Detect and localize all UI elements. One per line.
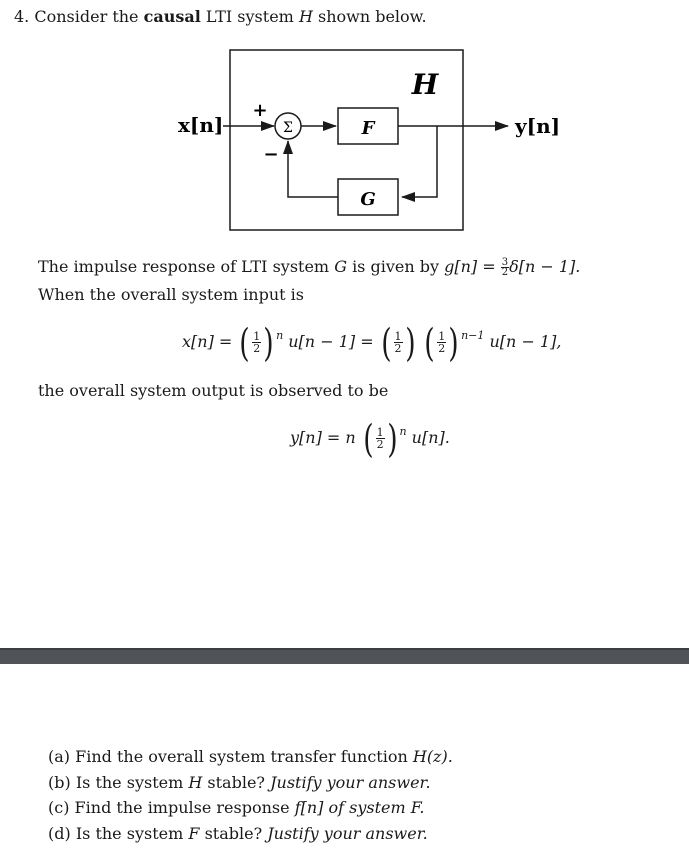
intro-pre: Consider the — [34, 7, 139, 26]
input-eq-term-1: u[n − 1] = — [288, 332, 374, 351]
question-c-text: Find the impulse response — [74, 798, 290, 817]
question-d-label: (d) — [48, 824, 71, 843]
output-eq-term: u[n]. — [411, 428, 450, 447]
output-text — [38, 381, 388, 401]
question-a-tail: H(z). — [412, 747, 453, 766]
system-h-label: H — [411, 68, 439, 101]
question-b-text2: stable? — [207, 773, 265, 792]
output-text-content: the overall system output is observed to be — [38, 381, 389, 400]
block-diagram — [170, 44, 570, 234]
input-eq-exp-1: n — [276, 329, 284, 342]
problem-header — [14, 7, 427, 27]
input-eq-frac-1: $\frac{1}{2}$ — [253, 330, 261, 355]
impulse-frac-num: 3 — [501, 257, 509, 268]
intro-bold: causal — [143, 7, 201, 26]
input-eq-exp-2: n−1 — [461, 329, 485, 342]
impulse-frac-den: 2 — [501, 267, 509, 278]
question-a-label: (a) — [48, 747, 71, 766]
output-eq-exp: n — [399, 425, 407, 438]
question-d-text: Is the system — [75, 824, 184, 843]
input-eq-lhs: x[n] = — [182, 332, 233, 351]
summer-symbol: Σ — [283, 120, 293, 136]
question-b-text: Is the system — [75, 773, 184, 792]
impulse-line-2 — [38, 285, 304, 305]
output-equation: y[n] = n ( $\frac{1}{2}$ ) $^n$ u[n]. — [290, 416, 450, 461]
input-eq-frac-3: $\frac{1}{2}$ — [438, 330, 446, 355]
question-b-var: H — [188, 773, 203, 792]
input-equation: x[n] = ( $\frac{1}{2}$ ) $^n$ u[n − 1] = ( $\frac{1}{2}$ ) ( $\frac{1}{2}$ ) $^{n-1}$ u[n − 1], — [182, 320, 562, 365]
question-a — [48, 747, 453, 767]
impulse-line-1 — [38, 257, 580, 277]
impulse-mid: is given by — [352, 257, 440, 276]
output-eq-lhs: y[n] = n — [290, 428, 356, 447]
question-c-label: (c) — [48, 798, 70, 817]
problem-number: 4. — [14, 7, 30, 26]
question-d-var: F — [188, 824, 200, 843]
question-c — [48, 798, 424, 818]
impulse-expr-lhs: g[n] = — [444, 257, 496, 276]
question-d-italic: Justify your answer. — [267, 824, 428, 843]
question-b-label: (b) — [48, 773, 71, 792]
input-label: x[n] — [178, 113, 224, 137]
g-block-label: G — [360, 189, 376, 210]
intro-mid: LTI system — [205, 7, 294, 26]
impulse-fraction — [501, 258, 509, 277]
output-eq-frac: $\frac{1}{2}$ — [376, 426, 384, 451]
question-b-italic: Justify your answer. — [270, 773, 431, 792]
feedback-path-right — [402, 126, 437, 197]
f-block-label: F — [361, 118, 375, 139]
impulse-system-var: G — [334, 257, 347, 276]
question-c-tail: f[n] of system F. — [294, 798, 425, 817]
intro-post: shown below. — [317, 7, 427, 26]
question-d-text2: stable? — [204, 824, 263, 843]
impulse-line2-text: When the overall system input is — [38, 285, 304, 304]
question-d — [48, 824, 428, 844]
impulse-pre: The impulse response of LTI system — [38, 257, 330, 276]
feedback-path-left — [288, 141, 338, 197]
impulse-expr-rhs: δ[n − 1]. — [509, 257, 581, 276]
input-eq-term-2: u[n − 1], — [489, 332, 562, 351]
intro-system-var: H — [298, 7, 313, 26]
page-divider — [0, 648, 689, 664]
input-eq-frac-2: $\frac{1}{2}$ — [394, 330, 402, 355]
output-label: y[n] — [515, 114, 561, 138]
minus-sign: − — [263, 144, 279, 165]
plus-sign: + — [252, 100, 268, 121]
question-b — [48, 773, 431, 793]
question-a-text: Find the overall system transfer function — [75, 747, 408, 766]
